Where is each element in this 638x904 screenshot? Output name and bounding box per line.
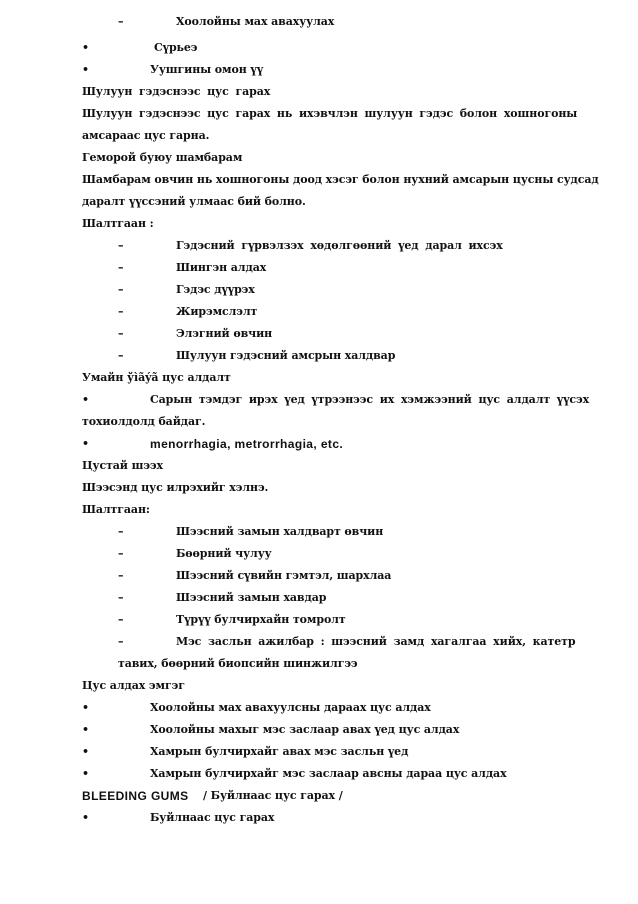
- list-item: Шулуун гэдэсний амсрын халдвар: [176, 349, 396, 362]
- list-item: Хоолойны мах авахуулах: [176, 15, 335, 28]
- list-item: Гэдэс дүүрэх: [176, 283, 255, 296]
- list-item: Сүрьеэ: [154, 41, 198, 54]
- list-item: Түрүү булчирхайн томролт: [176, 613, 346, 626]
- dash-marker: –: [118, 547, 124, 560]
- section-heading-translation: / Буйлнаас цус гарах /: [203, 789, 343, 802]
- bullet-marker: •: [82, 767, 89, 780]
- list-item: Шингэн алдах: [176, 261, 267, 274]
- bullet-marker: •: [82, 41, 89, 54]
- list-item: Шээсний замын халдварт өвчин: [176, 525, 384, 538]
- dash-marker: –: [118, 327, 124, 340]
- bullet-marker: •: [82, 393, 89, 406]
- section-heading: Цус алдах эмгэг: [82, 679, 185, 692]
- bullet-marker: •: [82, 701, 89, 714]
- bullet-marker: •: [82, 437, 89, 450]
- dash-marker: –: [118, 261, 124, 274]
- section-heading-latin: BLEEDING GUMS: [82, 789, 189, 803]
- list-item: Хамрын булчирхайг мэс заслаар авсны дараа цус алдах: [150, 767, 507, 780]
- bullet-marker: •: [82, 745, 89, 758]
- dash-marker: –: [118, 569, 124, 582]
- paragraph-line: Шулуун гэдэснээс цус гарах нь ихэвчлэн шулуун гэдэс болон хошногоны: [82, 107, 578, 120]
- list-item: Сарын тэмдэг ирэх үед үтрээнээс их хэмжээний цус алдалт үүсэх: [150, 393, 590, 406]
- paragraph-line: даралт үүссэний улмаас бий болно.: [82, 195, 306, 208]
- dash-marker: –: [118, 591, 124, 604]
- bullet-marker: •: [82, 63, 89, 76]
- list-item: Хоолойны махыг мэс заслаар авах үед цус алдах: [150, 723, 460, 736]
- dash-marker: –: [118, 525, 124, 538]
- paragraph-line: тохиолдолд байдаг.: [82, 415, 206, 428]
- dash-marker: –: [118, 635, 124, 648]
- paragraph-line: амсараас цус гарна.: [82, 129, 210, 142]
- list-item: Буйлнаас цус гарах: [150, 811, 275, 824]
- bullet-marker: •: [82, 811, 89, 824]
- dash-marker: –: [118, 349, 124, 362]
- section-heading: Шалтгаан :: [82, 217, 154, 230]
- section-heading: Шалтгаан:: [82, 503, 150, 516]
- list-item: Гэдэсний гүрвэлзэх хөдөлгөөний үед дарал ихсэх: [176, 239, 503, 252]
- list-item: Уушгины омон үү: [150, 63, 263, 76]
- list-item: Шээсний сүвийн гэмтэл, шархлаа: [176, 569, 392, 582]
- section-heading: Шулуун гэдэснээс цус гарах: [82, 85, 271, 98]
- dash-marker: –: [118, 613, 124, 626]
- bullet-marker: •: [82, 723, 89, 736]
- list-item: Мэс засльн ажилбар : шээсний замд хагалгаа хийх, катетр: [176, 635, 576, 648]
- paragraph-line: Шамбарам овчин нь хошногоны доод хэсэг болон нухний амсарын цусны судсад: [82, 173, 599, 186]
- dash-marker: –: [118, 283, 124, 296]
- dash-marker: –: [118, 305, 124, 318]
- paragraph-line: Шээсэнд цус илрэхийг хэлнэ.: [82, 481, 269, 494]
- list-item: Шээсний замын хавдар: [176, 591, 327, 604]
- list-item-continuation: тавих, бөөрний биопсийн шинжилгээ: [118, 657, 358, 670]
- list-item: Хамрын булчирхайг авах мэс засльн үед: [150, 745, 409, 758]
- list-item: Элэгний өвчин: [176, 327, 273, 340]
- section-heading: Цустай шээх: [82, 459, 163, 472]
- list-item: Бөөрний чулуу: [176, 547, 272, 560]
- dash-marker: –: [118, 15, 124, 28]
- list-item: menorrhagia, metrorrhagia, etc.: [150, 437, 344, 451]
- list-item: Хоолойны мах авахуулсны дараах цус алдах: [150, 701, 431, 714]
- section-heading: Умайн ўìãýã цус алдалт: [82, 371, 231, 384]
- dash-marker: –: [118, 239, 124, 252]
- section-heading: Геморой буюу шамбарам: [82, 151, 243, 164]
- list-item: Жирэмслэлт: [176, 305, 258, 318]
